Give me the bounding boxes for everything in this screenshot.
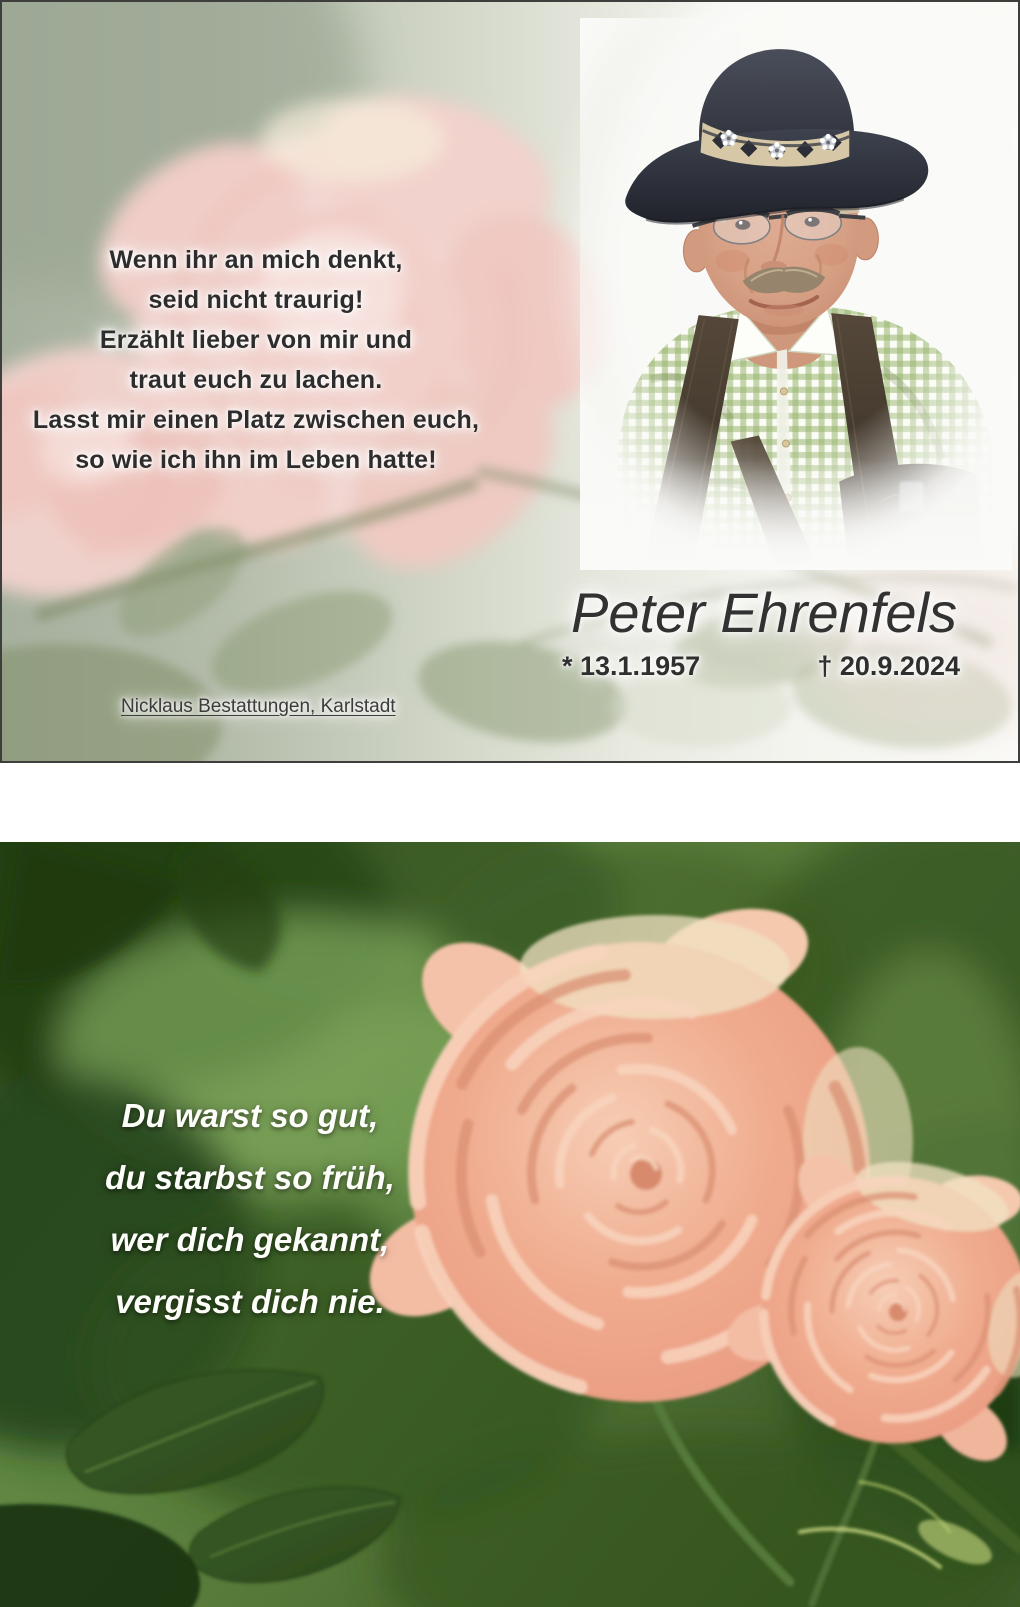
verse-line: wer dich gekannt, [110,1221,390,1258]
memorial-verse [15,1085,485,1333]
poem-line: Erzählt lieber von mir und [99,326,413,354]
poem-line: so wie ich ihn im Leben hatte! [75,446,437,474]
verse-line: du starbst so früh, [105,1159,395,1196]
funeral-home-credit: Nicklaus Bestattungen, Karlstadt [121,696,396,717]
poem-line: Wenn ihr an mich denkt, [109,246,403,274]
life-dates [562,651,960,682]
verse-line: vergisst dich nie. [115,1283,385,1320]
deceased-portrait-photo [580,18,1012,570]
memorial-poem [20,240,492,480]
poem-line: traut euch zu lachen. [129,366,383,394]
poem-line: seid nicht traurig! [148,286,364,314]
memorial-card-front [0,0,1020,763]
birth-date: * 13.1.1957 [562,651,701,681]
poem-line: Lasst mir einen Platz zwischen euch, [32,406,480,434]
death-date: † 20.9.2024 [817,651,960,681]
deceased-name: Peter Ehrenfels [571,581,957,644]
memorial-card-back [0,842,1020,1607]
verse-line: Du warst so gut, [121,1097,379,1134]
